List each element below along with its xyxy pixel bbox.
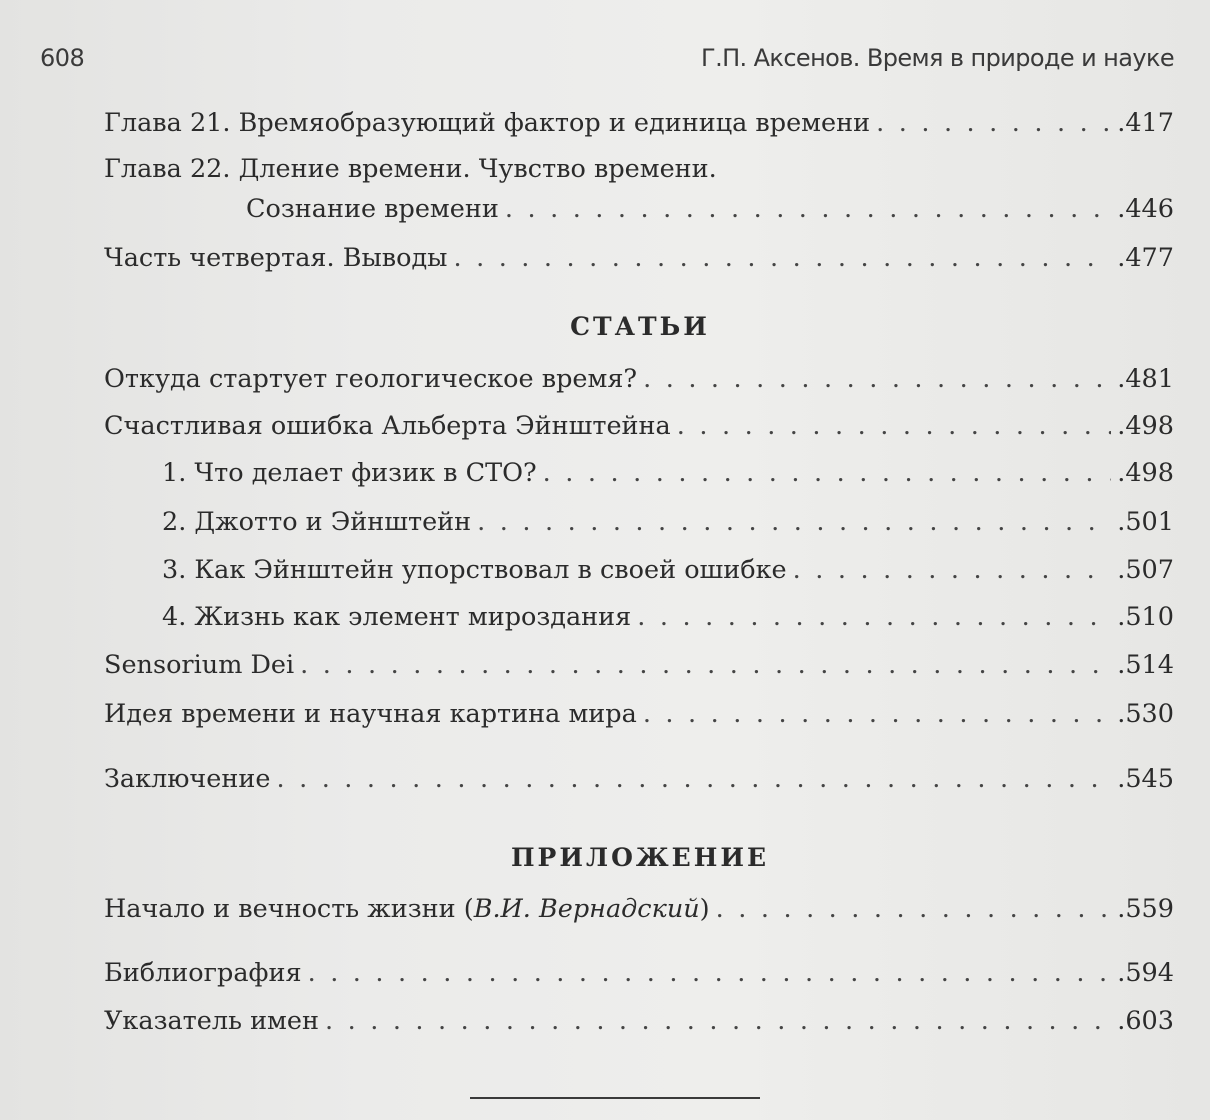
toc-entry-label-author: В.И. Вернадский	[473, 894, 700, 924]
toc-entry-page: .507	[1117, 555, 1174, 585]
toc-entry-page: .514	[1117, 650, 1174, 680]
toc-entry-page: .501	[1117, 507, 1174, 537]
section-heading-appendix: ПРИЛОЖЕНИЕ	[510, 843, 770, 872]
toc-entry-page: .545	[1117, 764, 1174, 794]
toc-entry	[104, 650, 1174, 690]
toc-entry-label: Глава 21. Времяобразующий фактор и единица времени	[104, 108, 871, 138]
closing-rule	[470, 1097, 760, 1099]
dot-leader	[325, 1006, 1111, 1036]
dot-leader	[643, 699, 1111, 729]
toc-entry-page: .559	[1117, 894, 1174, 924]
toc-entry-label: Sensorium Dei	[104, 650, 295, 680]
toc-entry-label	[104, 894, 710, 924]
running-header	[40, 44, 1174, 78]
toc-entry-page: .498	[1117, 458, 1174, 488]
toc-entry-page: .530	[1117, 699, 1174, 729]
toc-entry	[104, 1006, 1174, 1046]
toc-entry-label: Сознание времени	[246, 194, 499, 224]
toc-entry-chapter-22-line1: Глава 22. Дление времени. Чувство времени.	[104, 154, 717, 184]
section-heading-articles: СТАТЬИ	[570, 312, 710, 341]
dot-leader	[300, 650, 1111, 680]
toc-subentry	[162, 458, 1174, 498]
toc-entry-label: 4. Жизнь как элемент мироздания	[162, 602, 632, 632]
toc-entry-chapter-22	[246, 194, 1174, 234]
toc-entry-page: .417	[1117, 108, 1174, 138]
toc-entry-page: .481	[1117, 364, 1174, 394]
toc-entry-label: Счастливая ошибка Альберта Эйнштейна	[104, 411, 671, 441]
dot-leader	[453, 243, 1111, 273]
dot-leader	[677, 411, 1111, 441]
dot-leader	[637, 602, 1111, 632]
toc-entry	[104, 364, 1174, 404]
toc-subentry	[162, 555, 1174, 595]
toc-entry-label: 2. Джотто и Эйнштейн	[162, 507, 472, 537]
dot-leader	[716, 894, 1112, 924]
toc-entry-page: .510	[1117, 602, 1174, 632]
dot-leader	[308, 958, 1112, 988]
toc-subentry	[162, 602, 1174, 642]
toc-entry-page: .498	[1117, 411, 1174, 441]
page-number: 608	[40, 44, 85, 72]
toc-subentry	[162, 507, 1174, 547]
toc-entry-page: .594	[1117, 958, 1174, 988]
toc-entry	[104, 958, 1174, 998]
toc-entry	[104, 411, 1174, 451]
toc-entry-label: Заключение	[104, 764, 271, 794]
toc-entry-page: .603	[1117, 1006, 1174, 1036]
dot-leader	[643, 364, 1111, 394]
toc-entry	[104, 894, 1174, 934]
toc-entry-part-four	[104, 243, 1174, 283]
toc-entry-label: Идея времени и научная картина мира	[104, 699, 637, 729]
toc-entry-label: Указатель имен	[104, 1006, 319, 1036]
dot-leader	[505, 194, 1111, 224]
toc-entry-page: .446	[1117, 194, 1174, 224]
toc-entry	[104, 699, 1174, 739]
toc-entry	[104, 764, 1174, 804]
toc-entry-label: 1. Что делает физик в СТО?	[162, 458, 537, 488]
dot-leader	[793, 555, 1112, 585]
dot-leader	[543, 458, 1112, 488]
toc-entry-label: Библиография	[104, 958, 302, 988]
toc-entry-chapter-21	[104, 108, 1174, 148]
toc-entry-label-close: )	[699, 894, 710, 924]
toc-entry-label: Часть четвертая. Выводы	[104, 243, 448, 273]
toc-entry-label: Откуда стартует геологическое время?	[104, 364, 638, 394]
dot-leader	[477, 507, 1111, 537]
dot-leader	[276, 764, 1111, 794]
toc-entry-label: 3. Как Эйнштейн упорствовал в своей ошибке	[162, 555, 787, 585]
toc-entry-label-plain: Начало и вечность жизни (	[104, 894, 474, 924]
running-title: Г.П. Аксенов. Время в природе и науке	[701, 44, 1174, 72]
dot-leader	[876, 108, 1111, 138]
toc-entry-page: .477	[1117, 243, 1174, 273]
